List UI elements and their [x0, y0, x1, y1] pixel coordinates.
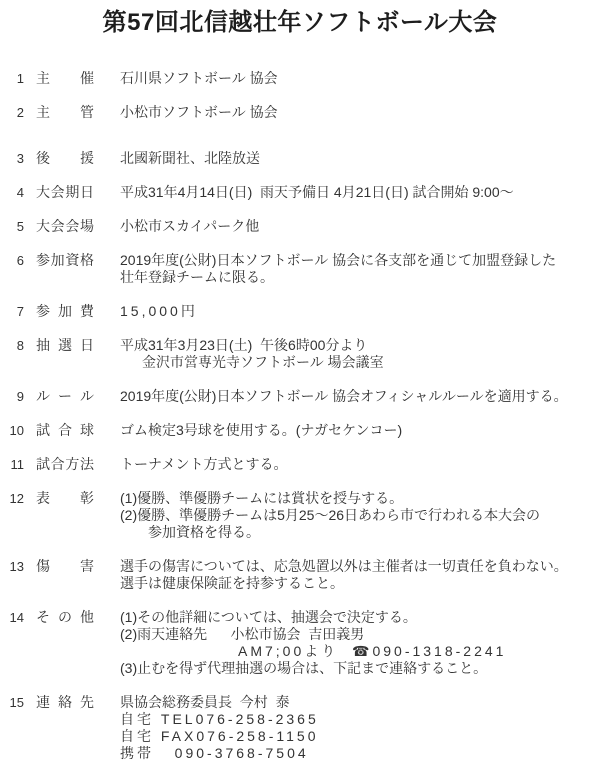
label-char: 主 — [36, 104, 50, 120]
label-char: ル — [80, 388, 94, 404]
item-number: 9 — [16, 389, 24, 404]
content-line-phone: AM7;00より ☎090-1318-2241 — [238, 643, 507, 659]
item-number: 5 — [16, 219, 24, 234]
item-row-1 — [8, 70, 592, 87]
label-char: 大 — [36, 218, 50, 234]
label-char: 格 — [79, 252, 94, 268]
item-number: 4 — [16, 185, 24, 200]
label-char: 援 — [80, 150, 94, 166]
label-char: 場 — [79, 218, 94, 234]
content-line: 2019年度(公財)日本ソフトボール 協会オフィシャルルールを適用する。 — [120, 388, 568, 404]
item-content — [120, 558, 568, 592]
content-line-phone: 携帯 090-3768-7504 — [120, 745, 309, 761]
content-line: 平成31年3月23日(土) 午後6時00分より — [120, 337, 368, 353]
item-number: 3 — [16, 151, 24, 166]
item-label — [36, 694, 94, 711]
item-label — [36, 490, 94, 507]
item-content — [120, 422, 402, 439]
content-line-phone: 自宅 TEL076-258-2365 — [120, 711, 319, 727]
label-char: 彰 — [80, 490, 94, 506]
item-number: 1 — [16, 71, 24, 86]
label-char: 合 — [58, 422, 72, 438]
item-row-11 — [8, 456, 592, 473]
item-content — [120, 456, 287, 473]
item-list — [8, 70, 592, 762]
item-label — [36, 456, 94, 473]
item-content — [120, 388, 568, 405]
label-char: 害 — [80, 558, 94, 574]
label-char: 選 — [58, 337, 72, 353]
item-number: 7 — [16, 304, 24, 319]
item-label — [36, 337, 94, 354]
item-content — [120, 150, 260, 167]
content-line: 石川県ソフトボール 協会 — [120, 70, 278, 86]
label-char: 催 — [80, 70, 94, 86]
item-row-7 — [8, 303, 592, 320]
label-char: 加 — [50, 252, 65, 268]
label-char: 合 — [50, 456, 65, 472]
content-line: (1)優勝、準優勝チームには賞状を授与する。 — [120, 490, 404, 506]
label-char: 大 — [36, 184, 50, 200]
label-char: ル — [36, 388, 50, 404]
item-label — [36, 150, 94, 167]
item-row-12 — [8, 490, 592, 541]
content-line: 壮年登録チームに限る。 — [120, 269, 274, 285]
item-label — [36, 388, 94, 405]
label-char: 加 — [58, 303, 72, 319]
label-char: 主 — [36, 70, 50, 86]
content-line: 小松市ソフトボール 協会 — [120, 104, 278, 120]
content-line: 選手は健康保険証を持参すること。 — [120, 575, 344, 591]
label-char: 日 — [80, 337, 94, 353]
item-content — [120, 303, 198, 320]
item-content — [120, 184, 514, 201]
item-label — [36, 252, 94, 269]
item-row-6 — [8, 252, 592, 286]
item-row-3 — [8, 150, 592, 167]
content-line: 2019年度(公財)日本ソフトボール 協会に各支部を通じて加盟登録した — [120, 252, 557, 268]
label-char: そ — [36, 609, 50, 625]
label-char: 他 — [80, 609, 94, 625]
label-char: 管 — [80, 104, 94, 120]
content-line: ゴム検定3号球を使用する。(ナガセケンコー) — [120, 422, 403, 438]
label-char: 会 — [50, 218, 65, 234]
label-char: 絡 — [58, 694, 72, 710]
item-number: 10 — [9, 423, 24, 438]
item-content — [120, 337, 384, 371]
item-row-4 — [8, 184, 592, 201]
item-content — [120, 218, 259, 235]
content-line: 参加資格を得る。 — [148, 524, 260, 540]
item-row-10 — [8, 422, 592, 439]
label-char: ー — [58, 388, 72, 404]
label-char: 期 — [65, 184, 80, 200]
label-char: 資 — [65, 252, 80, 268]
page-title: 第57回北信越壮年ソフトボール大会 — [102, 9, 498, 36]
label-char: 傷 — [36, 558, 50, 574]
item-row-13 — [8, 558, 592, 592]
item-row-8 — [8, 337, 592, 371]
label-char: 試 — [36, 422, 50, 438]
label-char: 会 — [65, 218, 80, 234]
item-content — [120, 609, 506, 677]
item-label — [36, 104, 94, 121]
content-line: 小松市スカイパーク他 — [120, 218, 260, 234]
item-number: 12 — [9, 491, 24, 506]
item-content — [120, 104, 278, 121]
content-line: (2)雨天連絡先 小松市協会 吉田義男 — [120, 626, 365, 642]
item-content — [120, 252, 556, 286]
label-char: 参 — [36, 252, 50, 268]
content-line: 選手の傷害については、応急処置以外は主催者は一切責任を負わない。 — [120, 558, 568, 574]
label-char: 試 — [36, 456, 50, 472]
content-line: 県協会総務委員長 今村 泰 — [120, 694, 290, 710]
label-char: 会 — [50, 184, 65, 200]
item-number: 8 — [16, 338, 24, 353]
item-content — [120, 490, 540, 541]
item-label — [36, 184, 94, 201]
label-char: 法 — [79, 456, 94, 472]
item-label — [36, 218, 94, 235]
label-char: 先 — [80, 694, 94, 710]
label-char: 日 — [79, 184, 94, 200]
item-row-2 — [8, 104, 592, 121]
label-char: 後 — [36, 150, 50, 166]
content-line-phone: 自宅 FAX076-258-1150 — [120, 728, 319, 744]
item-number: 11 — [10, 457, 24, 472]
item-row-5 — [8, 218, 592, 235]
item-label — [36, 558, 94, 575]
content-line: 平成31年4月14日(日) 雨天予備日 4月21日(日) 試合開始 9:00～ — [120, 184, 514, 200]
item-content — [120, 70, 278, 87]
item-number: 2 — [16, 105, 24, 120]
item-number: 15 — [9, 695, 24, 710]
label-char: 参 — [36, 303, 50, 319]
label-char: 表 — [36, 490, 50, 506]
item-label — [36, 70, 94, 87]
label-char: 連 — [36, 694, 50, 710]
content-line: (2)優勝、準優勝チームは5月25～26日あわら市で行われる本大会の — [120, 507, 541, 523]
item-label — [36, 422, 94, 439]
content-line: 金沢市営専光寺ソフトボール 場会議室 — [142, 354, 384, 370]
item-label — [36, 303, 94, 320]
content-line: (1)その他詳細については、抽選会で決定する。 — [120, 609, 417, 625]
label-char: 抽 — [36, 337, 50, 353]
item-content — [120, 694, 319, 762]
item-label — [36, 609, 94, 626]
item-number: 13 — [9, 559, 24, 574]
item-number: 6 — [16, 253, 24, 268]
label-char: の — [58, 609, 72, 625]
label-char: 費 — [80, 303, 94, 319]
content-line: トーナメント方式とする。 — [120, 456, 288, 472]
content-line: 15,000円 — [120, 303, 198, 319]
label-char: 方 — [65, 456, 80, 472]
item-row-14 — [8, 609, 592, 677]
label-char: 球 — [80, 422, 94, 438]
content-line: (3)止むを得ず代理抽選の場合は、下記まで連絡すること。 — [120, 660, 488, 676]
item-row-9 — [8, 388, 592, 405]
content-line: 北國新聞社、北陸放送 — [120, 150, 260, 166]
item-row-15 — [8, 694, 592, 762]
item-number: 14 — [9, 610, 24, 625]
